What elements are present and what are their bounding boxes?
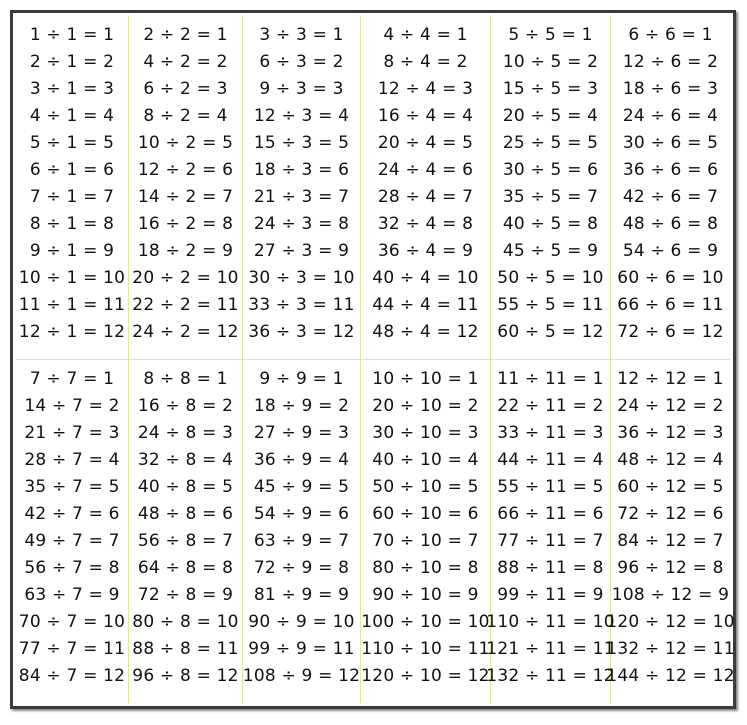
division-equation: 45 ÷ 9 = 5: [253, 476, 350, 497]
division-equation: 33 ÷ 11 = 3: [497, 422, 604, 443]
division-column: [486, 360, 615, 704]
division-equation: 6 ÷ 2 = 3: [143, 79, 228, 99]
division-equation: 18 ÷ 2 = 9: [137, 241, 234, 261]
division-equation: 40 ÷ 8 = 5: [137, 476, 234, 497]
division-equation: 33 ÷ 3 = 11: [248, 295, 355, 315]
division-equation: 60 ÷ 5 = 12: [497, 322, 604, 342]
division-equation: 84 ÷ 12 = 7: [617, 530, 724, 551]
table-row-top: [16, 16, 730, 360]
division-equation: 110 ÷ 11 = 10: [486, 611, 615, 632]
division-column: [16, 16, 129, 359]
division-equation: 10 ÷ 2 = 5: [137, 133, 234, 153]
division-equation: 22 ÷ 11 = 2: [497, 395, 604, 416]
division-equation: 14 ÷ 7 = 2: [24, 395, 120, 416]
division-equation: 20 ÷ 5 = 4: [502, 106, 599, 126]
division-equation: 10 ÷ 5 = 2: [502, 52, 599, 72]
division-equation: 12 ÷ 6 = 2: [622, 52, 719, 72]
division-equation: 27 ÷ 9 = 3: [253, 422, 350, 443]
division-equation: 8 ÷ 8 = 1: [143, 368, 228, 389]
division-equation: 66 ÷ 11 = 6: [497, 503, 604, 524]
division-equation: 24 ÷ 2 = 12: [132, 322, 239, 342]
division-equation: 144 ÷ 12 = 12: [606, 665, 735, 686]
division-equation: 20 ÷ 2 = 10: [132, 268, 239, 288]
division-equation: 15 ÷ 5 = 3: [502, 79, 599, 99]
division-equation: 9 ÷ 3 = 3: [259, 79, 344, 99]
division-equation: 77 ÷ 11 = 7: [497, 530, 604, 551]
division-equation: 72 ÷ 6 = 12: [617, 322, 724, 342]
division-equation: 96 ÷ 8 = 12: [132, 665, 239, 686]
division-equation: 2 ÷ 1 = 2: [29, 52, 115, 72]
division-equation: 6 ÷ 6 = 1: [628, 25, 713, 45]
division-equation: 99 ÷ 11 = 9: [497, 584, 604, 605]
division-column: [129, 360, 243, 704]
division-equation: 120 ÷ 10 = 12: [361, 665, 490, 686]
division-equation: 66 ÷ 6 = 11: [617, 295, 724, 315]
division-equation: 64 ÷ 8 = 8: [137, 557, 234, 578]
division-equation: 7 ÷ 7 = 1: [29, 368, 115, 389]
division-equation: 7 ÷ 1 = 7: [29, 187, 115, 207]
division-equation: 10 ÷ 1 = 10: [18, 268, 126, 288]
division-equation: 54 ÷ 9 = 6: [253, 503, 350, 524]
division-equation: 100 ÷ 10 = 10: [361, 611, 490, 632]
division-equation: 99 ÷ 9 = 11: [248, 638, 355, 659]
division-equation: 21 ÷ 7 = 3: [24, 422, 120, 443]
division-equation: 80 ÷ 10 = 8: [372, 557, 479, 578]
division-column: [361, 16, 491, 359]
division-equation: 35 ÷ 5 = 7: [502, 187, 599, 207]
division-table-frame: [10, 10, 736, 709]
division-column: [606, 360, 735, 704]
division-equation: 6 ÷ 3 = 2: [259, 52, 344, 72]
division-equation: 12 ÷ 4 = 3: [377, 79, 474, 99]
division-equation: 72 ÷ 12 = 6: [617, 503, 724, 524]
division-equation: 30 ÷ 10 = 3: [372, 422, 479, 443]
division-equation: 30 ÷ 6 = 5: [622, 133, 719, 153]
division-equation: 24 ÷ 4 = 6: [377, 160, 474, 180]
division-column: [491, 16, 611, 359]
division-equation: 24 ÷ 12 = 2: [617, 395, 724, 416]
division-equation: 54 ÷ 6 = 9: [622, 241, 719, 261]
division-equation: 15 ÷ 3 = 5: [253, 133, 350, 153]
division-equation: 56 ÷ 8 = 7: [137, 530, 234, 551]
division-equation: 44 ÷ 4 = 11: [372, 295, 479, 315]
division-equation: 36 ÷ 9 = 4: [253, 449, 350, 470]
division-equation: 18 ÷ 9 = 2: [253, 395, 350, 416]
division-equation: 60 ÷ 10 = 6: [372, 503, 479, 524]
division-equation: 48 ÷ 12 = 4: [617, 449, 724, 470]
division-equation: 8 ÷ 2 = 4: [143, 106, 228, 126]
division-equation: 35 ÷ 7 = 5: [24, 476, 120, 497]
division-equation: 3 ÷ 1 = 3: [29, 79, 115, 99]
division-equation: 3 ÷ 3 = 1: [259, 25, 344, 45]
division-equation: 132 ÷ 12 = 11: [606, 638, 735, 659]
division-equation: 108 ÷ 9 = 12: [242, 665, 361, 686]
division-equation: 48 ÷ 4 = 12: [372, 322, 479, 342]
division-column: [129, 16, 243, 359]
division-column: [243, 16, 361, 359]
division-equation: 14 ÷ 2 = 7: [137, 187, 234, 207]
division-equation: 16 ÷ 2 = 8: [137, 214, 234, 234]
division-equation: 42 ÷ 7 = 6: [24, 503, 120, 524]
division-equation: 63 ÷ 7 = 9: [24, 584, 120, 605]
division-equation: 32 ÷ 4 = 8: [377, 214, 474, 234]
division-equation: 4 ÷ 1 = 4: [29, 106, 115, 126]
division-equation: 16 ÷ 4 = 4: [377, 106, 474, 126]
division-equation: 36 ÷ 12 = 3: [617, 422, 724, 443]
division-equation: 1 ÷ 1 = 1: [29, 25, 115, 45]
division-equation: 10 ÷ 10 = 1: [372, 368, 479, 389]
division-equation: 70 ÷ 10 = 7: [372, 530, 479, 551]
division-equation: 25 ÷ 5 = 5: [502, 133, 599, 153]
division-equation: 30 ÷ 3 = 10: [248, 268, 355, 288]
division-equation: 12 ÷ 2 = 6: [137, 160, 234, 180]
division-equation: 108 ÷ 12 = 9: [611, 584, 730, 605]
division-equation: 28 ÷ 7 = 4: [24, 449, 120, 470]
division-equation: 40 ÷ 4 = 10: [372, 268, 479, 288]
division-equation: 30 ÷ 5 = 6: [502, 160, 599, 180]
division-equation: 44 ÷ 11 = 4: [497, 449, 604, 470]
division-column: [243, 360, 361, 704]
division-equation: 42 ÷ 6 = 7: [622, 187, 719, 207]
division-equation: 28 ÷ 4 = 7: [377, 187, 474, 207]
division-equation: 50 ÷ 10 = 5: [372, 476, 479, 497]
division-equation: 18 ÷ 3 = 6: [253, 160, 350, 180]
division-equation: 55 ÷ 5 = 11: [497, 295, 604, 315]
division-equation: 120 ÷ 12 = 10: [606, 611, 735, 632]
division-table: [16, 16, 735, 703]
division-equation: 72 ÷ 8 = 9: [137, 584, 234, 605]
division-equation: 63 ÷ 9 = 7: [253, 530, 350, 551]
division-equation: 5 ÷ 1 = 5: [29, 133, 115, 153]
division-equation: 24 ÷ 6 = 4: [622, 106, 719, 126]
division-equation: 24 ÷ 3 = 8: [253, 214, 350, 234]
division-equation: 4 ÷ 4 = 1: [383, 25, 468, 45]
division-column: [16, 360, 129, 704]
division-equation: 4 ÷ 2 = 2: [143, 52, 228, 72]
division-column: [611, 16, 730, 359]
division-equation: 90 ÷ 9 = 10: [248, 611, 355, 632]
division-equation: 88 ÷ 11 = 8: [497, 557, 604, 578]
division-equation: 48 ÷ 6 = 8: [622, 214, 719, 234]
division-equation: 20 ÷ 10 = 2: [372, 395, 479, 416]
division-equation: 24 ÷ 8 = 3: [137, 422, 234, 443]
division-equation: 77 ÷ 7 = 11: [18, 638, 126, 659]
division-equation: 48 ÷ 8 = 6: [137, 503, 234, 524]
division-equation: 12 ÷ 1 = 12: [18, 322, 126, 342]
division-equation: 49 ÷ 7 = 7: [24, 530, 120, 551]
division-equation: 80 ÷ 8 = 10: [132, 611, 239, 632]
division-equation: 96 ÷ 12 = 8: [617, 557, 724, 578]
division-equation: 55 ÷ 11 = 5: [497, 476, 604, 497]
division-equation: 18 ÷ 6 = 3: [622, 79, 719, 99]
division-column: [361, 360, 491, 704]
division-equation: 9 ÷ 9 = 1: [259, 368, 344, 389]
division-equation: 110 ÷ 10 = 11: [361, 638, 490, 659]
division-equation: 5 ÷ 5 = 1: [508, 25, 593, 45]
division-equation: 90 ÷ 10 = 9: [372, 584, 479, 605]
division-equation: 81 ÷ 9 = 9: [253, 584, 350, 605]
division-equation: 60 ÷ 12 = 5: [617, 476, 724, 497]
division-equation: 8 ÷ 4 = 2: [383, 52, 468, 72]
division-equation: 72 ÷ 9 = 8: [253, 557, 350, 578]
division-equation: 12 ÷ 3 = 4: [253, 106, 350, 126]
division-equation: 22 ÷ 2 = 11: [132, 295, 239, 315]
division-equation: 45 ÷ 5 = 9: [502, 241, 599, 261]
division-equation: 11 ÷ 1 = 11: [18, 295, 126, 315]
division-equation: 40 ÷ 5 = 8: [502, 214, 599, 234]
division-equation: 12 ÷ 12 = 1: [617, 368, 724, 389]
table-row-bottom: [16, 360, 735, 704]
division-equation: 20 ÷ 4 = 5: [377, 133, 474, 153]
division-equation: 121 ÷ 11 = 11: [486, 638, 615, 659]
division-equation: 16 ÷ 8 = 2: [137, 395, 234, 416]
division-equation: 11 ÷ 11 = 1: [497, 368, 604, 389]
division-equation: 56 ÷ 7 = 8: [24, 557, 120, 578]
division-equation: 27 ÷ 3 = 9: [253, 241, 350, 261]
division-equation: 40 ÷ 10 = 4: [372, 449, 479, 470]
division-equation: 60 ÷ 6 = 10: [617, 268, 724, 288]
division-equation: 9 ÷ 1 = 9: [29, 241, 115, 261]
division-equation: 84 ÷ 7 = 12: [18, 665, 126, 686]
division-equation: 21 ÷ 3 = 7: [253, 187, 350, 207]
division-equation: 50 ÷ 5 = 10: [497, 268, 604, 288]
division-equation: 70 ÷ 7 = 10: [18, 611, 126, 632]
division-equation: 88 ÷ 8 = 11: [132, 638, 239, 659]
division-equation: 2 ÷ 2 = 1: [143, 25, 228, 45]
division-equation: 8 ÷ 1 = 8: [29, 214, 115, 234]
division-equation: 132 ÷ 11 = 12: [486, 665, 615, 686]
division-equation: 36 ÷ 6 = 6: [622, 160, 719, 180]
division-equation: 36 ÷ 3 = 12: [248, 322, 355, 342]
division-equation: 32 ÷ 8 = 4: [137, 449, 234, 470]
division-equation: 6 ÷ 1 = 6: [29, 160, 115, 180]
division-equation: 36 ÷ 4 = 9: [377, 241, 474, 261]
